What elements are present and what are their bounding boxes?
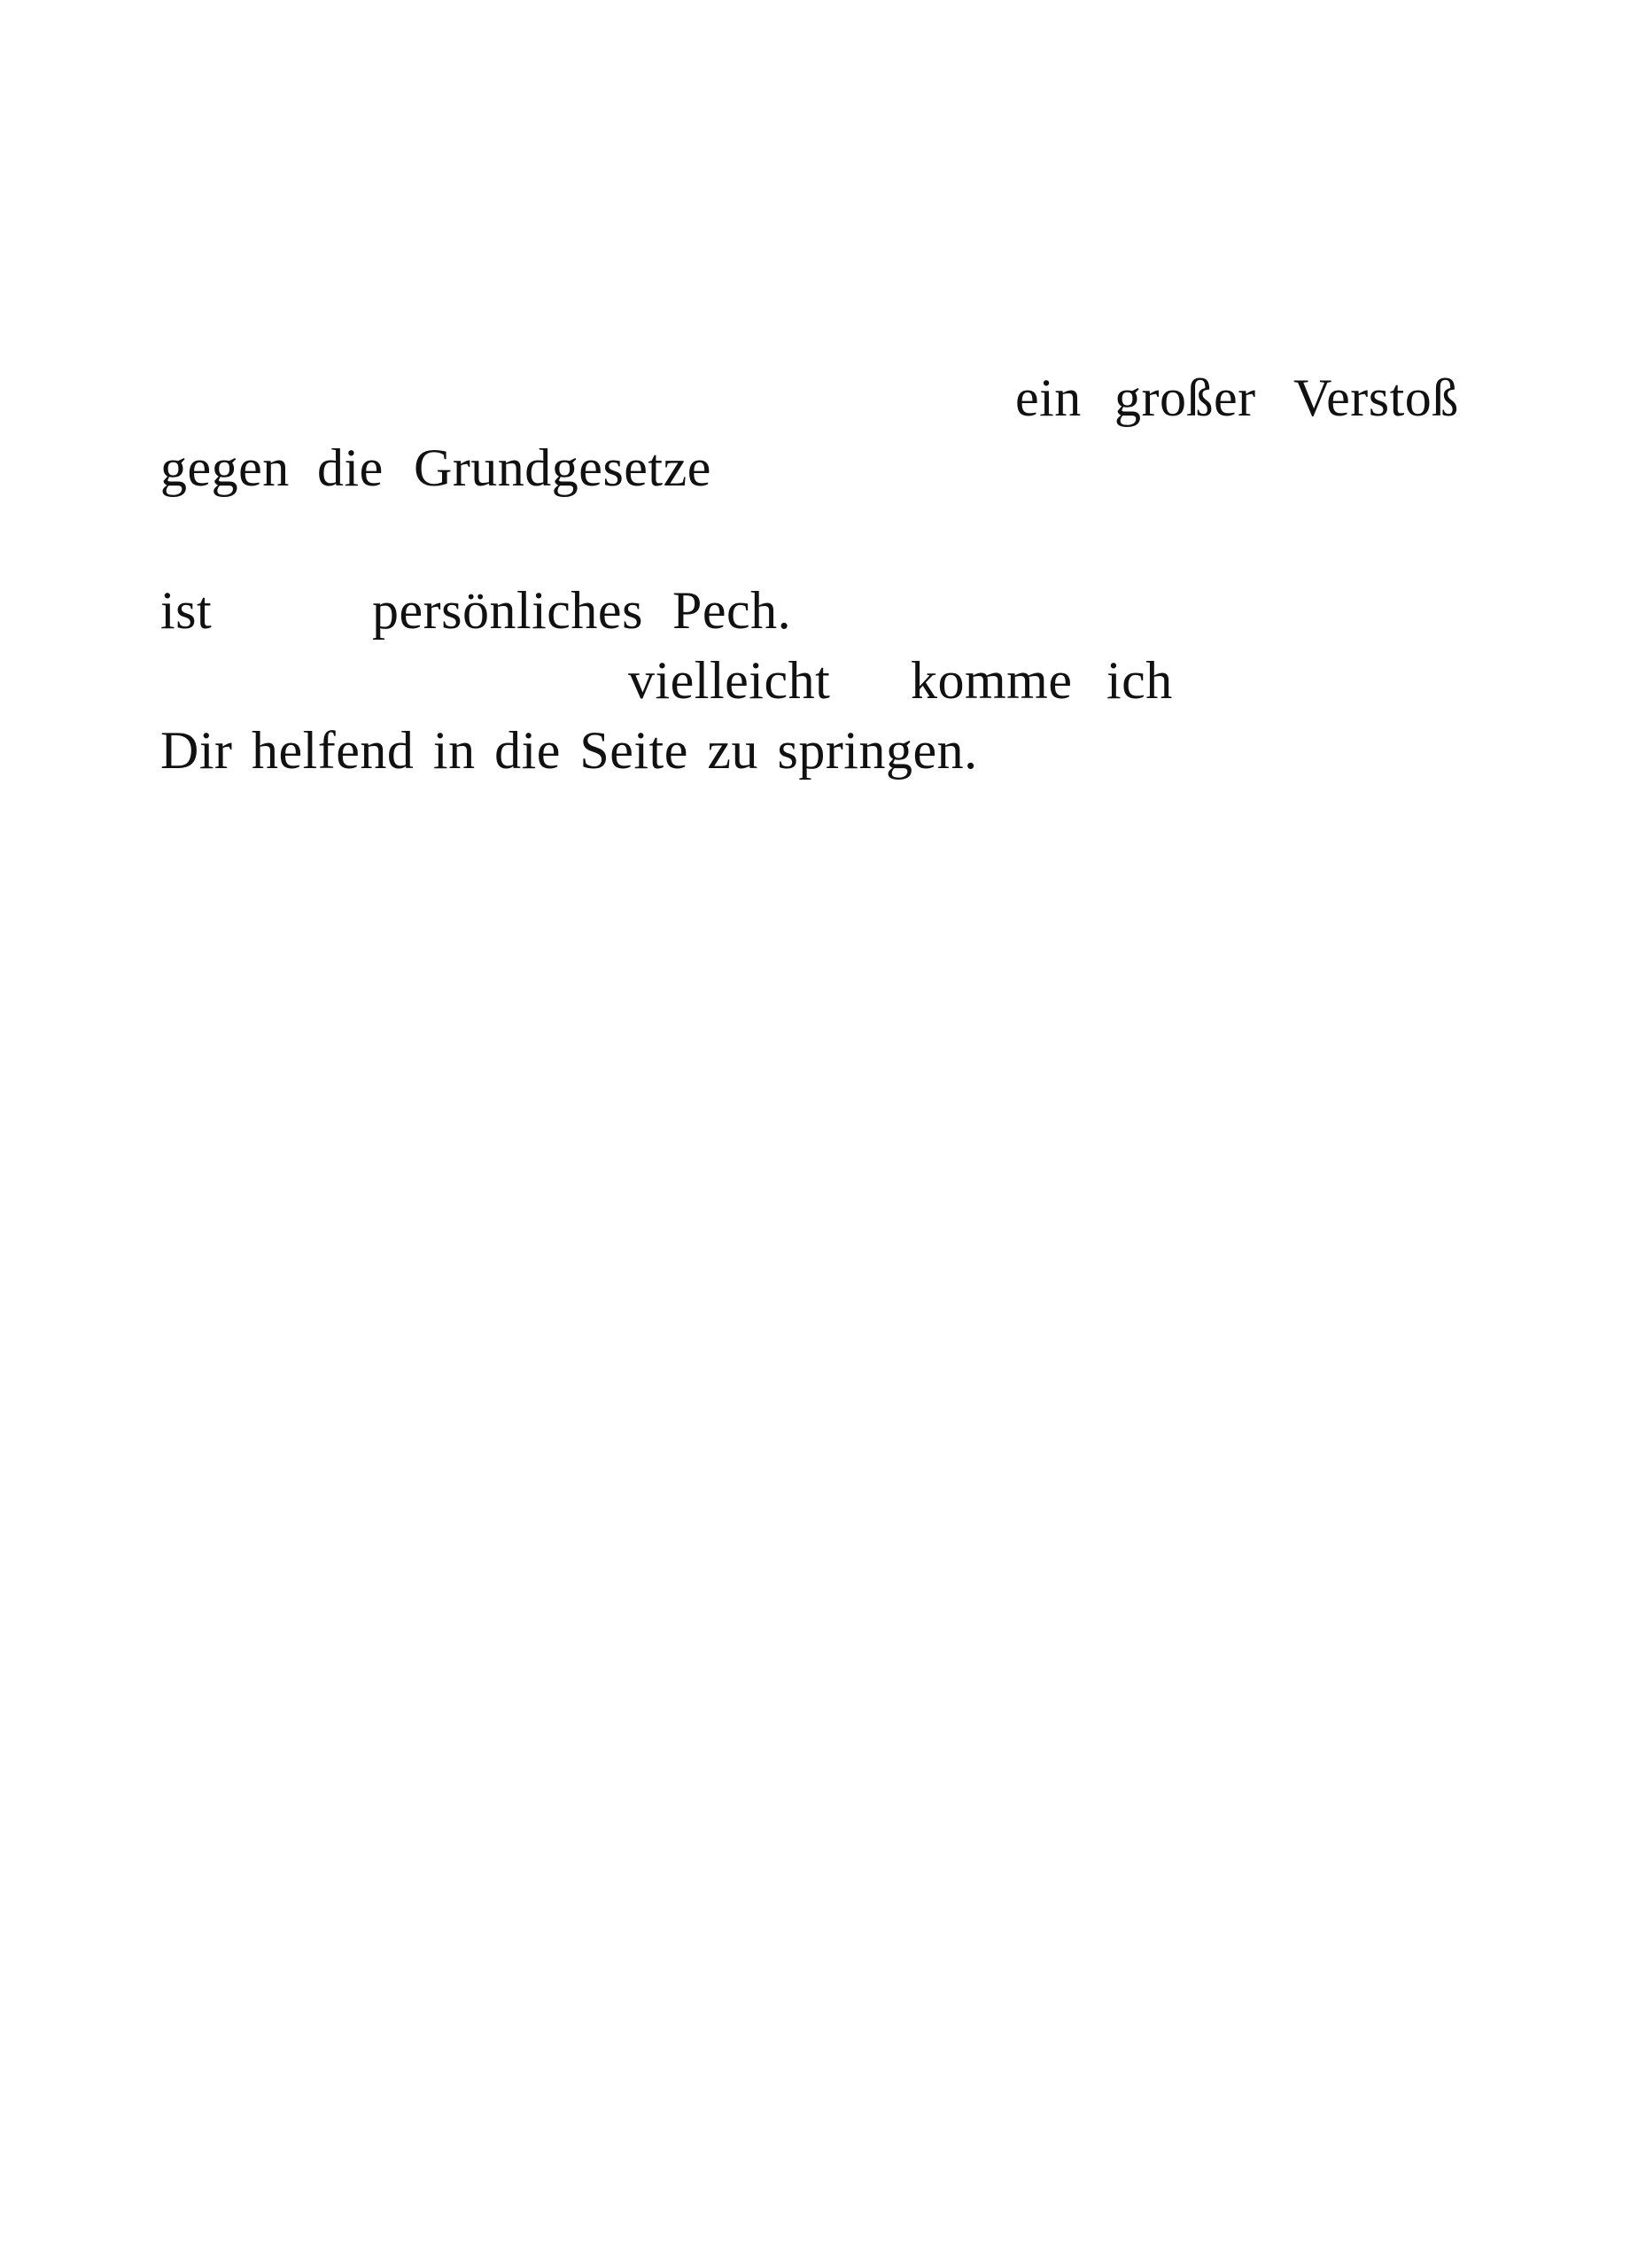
poem-word: die: [317, 439, 384, 497]
poem-word: Grundgesetze: [414, 439, 711, 497]
poem-line: Dir helfend in die Seite zu springen.: [160, 721, 978, 780]
poem-word: ein: [1015, 369, 1082, 427]
poem-word: ist: [160, 581, 213, 640]
poem-word: gegen: [160, 439, 290, 497]
poem-word: vielleicht: [628, 651, 831, 710]
poem-word: großer: [1114, 369, 1256, 427]
poem-word: komme: [911, 651, 1073, 710]
poem-word: Pech.: [672, 581, 792, 640]
poem-word: Verstoß: [1293, 369, 1459, 427]
poem-word: persönliches: [372, 581, 643, 640]
poem-word: ich: [1106, 651, 1173, 710]
